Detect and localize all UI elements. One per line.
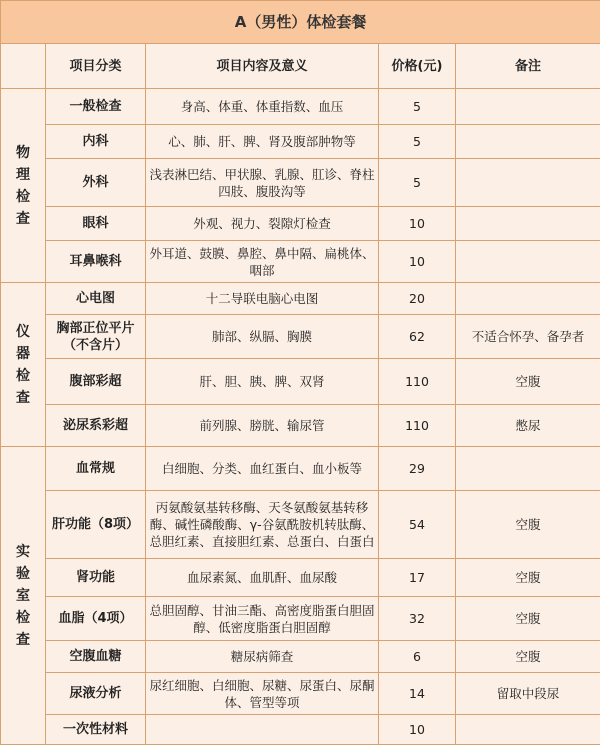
item-price: 10 [379, 207, 456, 241]
item-content: 总胆固醇、甘油三酯、高密度脂蛋白胆固醇、低密度脂蛋白胆固醇 [146, 597, 379, 641]
item-price: 10 [379, 241, 456, 283]
item-note: 留取中段尿 [456, 673, 600, 715]
table-title: A（男性）体检套餐 [1, 1, 600, 44]
item-price: 54 [379, 491, 456, 559]
item-price: 32 [379, 597, 456, 641]
item-price: 29 [379, 447, 456, 491]
item-content [146, 715, 379, 745]
item-content: 白细胞、分类、血红蛋白、血小板等 [146, 447, 379, 491]
table-row [1, 715, 600, 745]
item-name: 泌尿系彩超 [46, 405, 146, 447]
item-name: 空腹血糖 [46, 641, 146, 673]
item-note [456, 283, 600, 315]
item-name: 一般检查 [46, 89, 146, 125]
item-price: 5 [379, 125, 456, 159]
item-note [456, 159, 600, 207]
item-note [456, 241, 600, 283]
item-price: 14 [379, 673, 456, 715]
table-row [1, 283, 600, 315]
item-name: 内科 [46, 125, 146, 159]
item-name: 心电图 [46, 283, 146, 315]
table-row [1, 159, 600, 207]
item-note: 空腹 [456, 491, 600, 559]
item-note: 空腹 [456, 559, 600, 597]
header-content: 项目内容及意义 [146, 44, 379, 89]
table-row [1, 405, 600, 447]
table-row [1, 641, 600, 673]
item-price: 17 [379, 559, 456, 597]
item-name: 一次性材料 [46, 715, 146, 745]
item-price: 110 [379, 405, 456, 447]
item-price: 6 [379, 641, 456, 673]
item-content: 身高、体重、体重指数、血压 [146, 89, 379, 125]
item-note [456, 715, 600, 745]
category-cell [1, 89, 46, 283]
item-name: 腹部彩超 [46, 359, 146, 405]
item-content: 丙氨酸氨基转移酶、天冬氨酸氨基转移酶、碱性磷酸酶、γ-谷氨酰胺机转肽酶、总胆红素、直接胆红素、总蛋白、白蛋白 [146, 491, 379, 559]
item-note [456, 125, 600, 159]
header-note: 备注 [456, 44, 600, 89]
item-content: 尿红细胞、白细胞、尿糖、尿蛋白、尿酮体、管型等项 [146, 673, 379, 715]
item-note: 空腹 [456, 641, 600, 673]
item-note: 憋尿 [456, 405, 600, 447]
header-name: 项目分类 [46, 44, 146, 89]
item-name: 血脂（4项） [46, 597, 146, 641]
item-name: 眼科 [46, 207, 146, 241]
item-content: 十二导联电脑心电图 [146, 283, 379, 315]
item-note: 空腹 [456, 359, 600, 405]
item-price: 10 [379, 715, 456, 745]
header-category [1, 44, 46, 89]
item-content: 肝、胆、胰、脾、双肾 [146, 359, 379, 405]
category-label: 物理检查 [15, 142, 31, 230]
item-name: 肝功能（8项） [46, 491, 146, 559]
item-content: 浅表淋巴结、甲状腺、乳腺、肛诊、脊柱四肢、腹股沟等 [146, 159, 379, 207]
item-content: 肺部、纵膈、胸膜 [146, 315, 379, 359]
item-note [456, 447, 600, 491]
table-row [1, 491, 600, 559]
category-cell [1, 283, 46, 447]
item-name: 血常规 [46, 447, 146, 491]
item-name: 胸部正位平片（不含片） [46, 315, 146, 359]
table-row [1, 241, 600, 283]
item-name: 外科 [46, 159, 146, 207]
table-row [1, 559, 600, 597]
title-row [1, 1, 600, 44]
item-content: 外观、视力、裂隙灯检查 [146, 207, 379, 241]
category-label: 仪器检查 [15, 321, 31, 409]
item-note: 不适合怀孕、备孕者 [456, 315, 600, 359]
item-note: 空腹 [456, 597, 600, 641]
item-name: 耳鼻喉科 [46, 241, 146, 283]
item-name: 尿液分析 [46, 673, 146, 715]
item-note [456, 207, 600, 241]
table-row [1, 89, 600, 125]
item-content: 心、肺、肝、脾、肾及腹部肿物等 [146, 125, 379, 159]
item-content: 血尿素氮、血肌酐、血尿酸 [146, 559, 379, 597]
item-price: 20 [379, 283, 456, 315]
item-price: 5 [379, 159, 456, 207]
item-content: 糖尿病筛查 [146, 641, 379, 673]
table-row [1, 207, 600, 241]
table-row [1, 447, 600, 491]
table-row [1, 673, 600, 715]
item-price: 110 [379, 359, 456, 405]
item-price: 62 [379, 315, 456, 359]
category-label: 实验室检查 [15, 541, 31, 651]
item-name: 肾功能 [46, 559, 146, 597]
item-price: 5 [379, 89, 456, 125]
item-note [456, 89, 600, 125]
category-cell [1, 447, 46, 745]
header-row [1, 44, 600, 89]
table-row [1, 597, 600, 641]
item-content: 外耳道、鼓膜、鼻腔、鼻中隔、扁桃体、咽部 [146, 241, 379, 283]
item-content: 前列腺、膀胱、输尿管 [146, 405, 379, 447]
table-row [1, 359, 600, 405]
header-price: 价格(元) [379, 44, 456, 89]
table-row [1, 315, 600, 359]
table-row [1, 125, 600, 159]
